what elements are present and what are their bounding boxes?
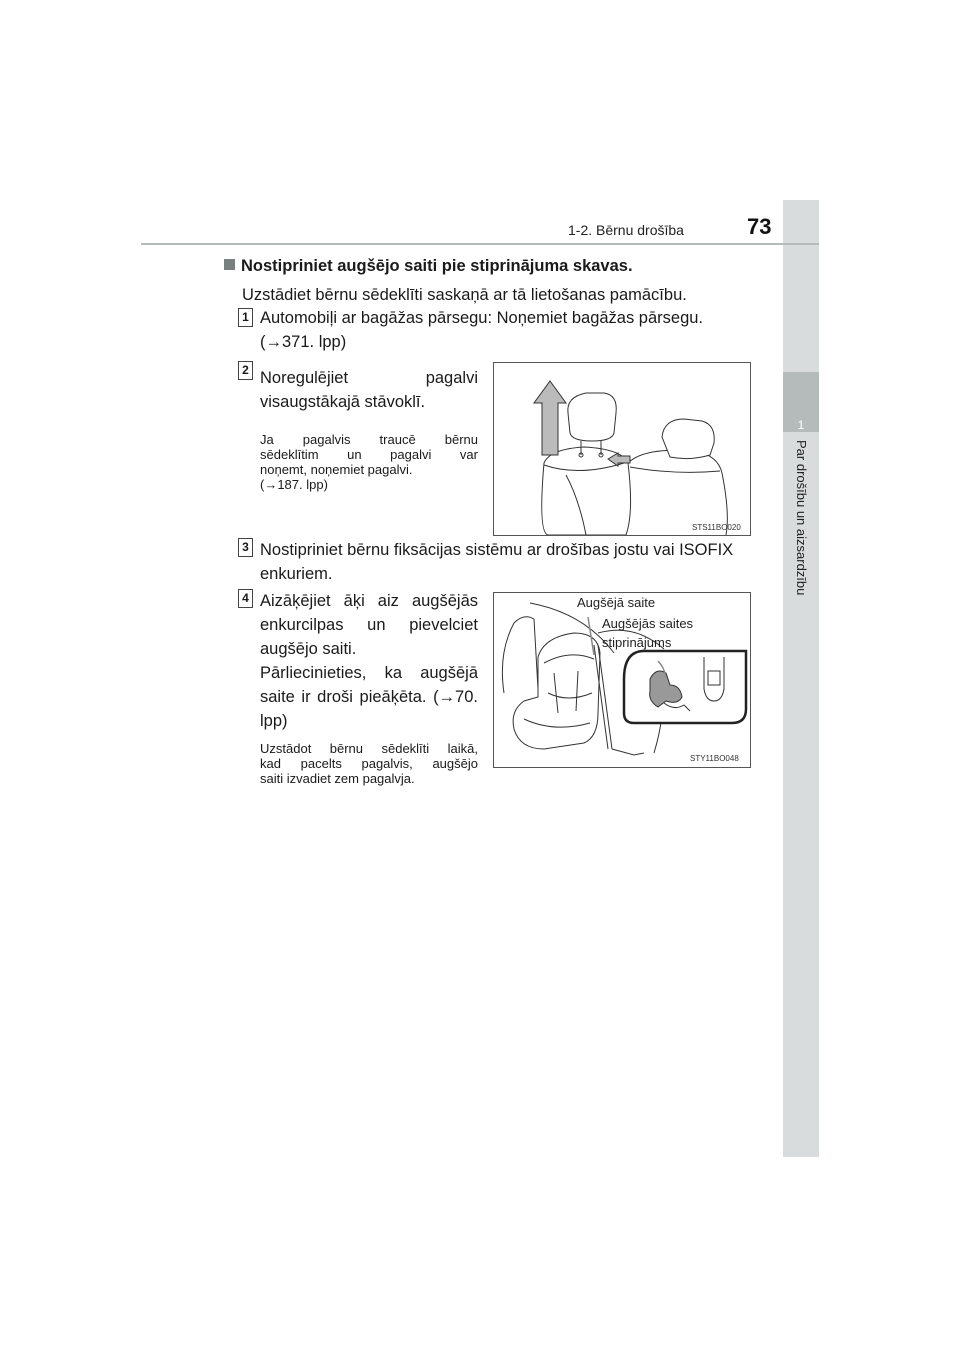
intro-text: Uzstādiet bērnu sēdeklīti saskaņā ar tā lietošanas pamācību. <box>242 286 687 304</box>
section-title: 1-2. Bērnu drošība <box>568 222 684 238</box>
section-heading <box>224 257 633 276</box>
step-2-note-reference[interactable]: (→187. lpp) <box>260 477 328 492</box>
step-2-badge: 2 <box>238 361 253 380</box>
step-4-note-3: saiti izvadiet zem pagalvja. <box>260 771 415 786</box>
headrest-raise-icon <box>494 363 750 535</box>
header-divider <box>141 243 819 245</box>
step-3-line-1: Nostipriniet bērnu fiksācijas sistēmu ar drošības jostu vai ISOFIX <box>260 541 734 559</box>
step-2-note-2: sēdeklītim un pagalvi var <box>260 447 478 462</box>
step-3-badge: 3 <box>238 538 253 557</box>
step-4-line-3: augšējo saiti. <box>260 640 357 658</box>
step-2-note-3: noņemt, noņemiet pagalvi. <box>260 462 413 477</box>
step-4-line-4: Pārliecinieties, ka augšējā <box>260 664 478 682</box>
step-4-line-1: Aizāķējiet āķi aiz augšējās <box>260 592 478 610</box>
tether-figure <box>493 592 751 768</box>
square-bullet-icon <box>224 259 235 270</box>
step-2-note-1: Ja pagalvis traucē bērnu <box>260 432 478 447</box>
step-4-line-6: lpp) <box>260 712 288 730</box>
step-2-line-2: visaugstākajā stāvoklī. <box>260 393 426 411</box>
chapter-sidebar <box>783 200 819 1157</box>
step-2-line-1: Noregulējiet pagalvi <box>260 369 478 387</box>
step-4-line-2: enkurcilpas un pievelciet <box>260 616 478 634</box>
step-1-badge: 1 <box>238 308 253 327</box>
step-1-line-1: Automobiļi ar bagāžas pārsegu: Noņemiet bagāžas pārsegu. <box>260 309 704 327</box>
step-4-line-5[interactable]: saite ir droši pieāķēta. (→70. <box>260 688 478 706</box>
step-4-badge: 4 <box>238 589 253 608</box>
headrest-figure <box>493 362 751 536</box>
figure-code: STS11BO020 <box>692 523 741 532</box>
step-3-line-2: enkuriem. <box>260 565 333 583</box>
tether-label: Augšējā saite <box>577 595 656 610</box>
anchor-label-line-1: Augšējās saites <box>602 616 694 631</box>
anchor-label-line-2: stiprinājums <box>602 635 672 650</box>
step-1-reference[interactable]: (→371. lpp) <box>260 333 347 351</box>
step-4-note-2: kad pacelts pagalvis, augšējo <box>260 756 478 771</box>
step-4-note-1: Uzstādot bērnu sēdeklīti laikā, <box>260 741 478 756</box>
chapter-number: 1 <box>797 418 805 432</box>
page-number: 73 <box>747 214 772 239</box>
heading-text: Nostipriniet augšējo saiti pie stiprinājuma skavas. <box>241 257 633 275</box>
figure-code: STY11BO048 <box>690 754 739 763</box>
chapter-title: Par drošību un aizsardzību <box>794 440 809 596</box>
